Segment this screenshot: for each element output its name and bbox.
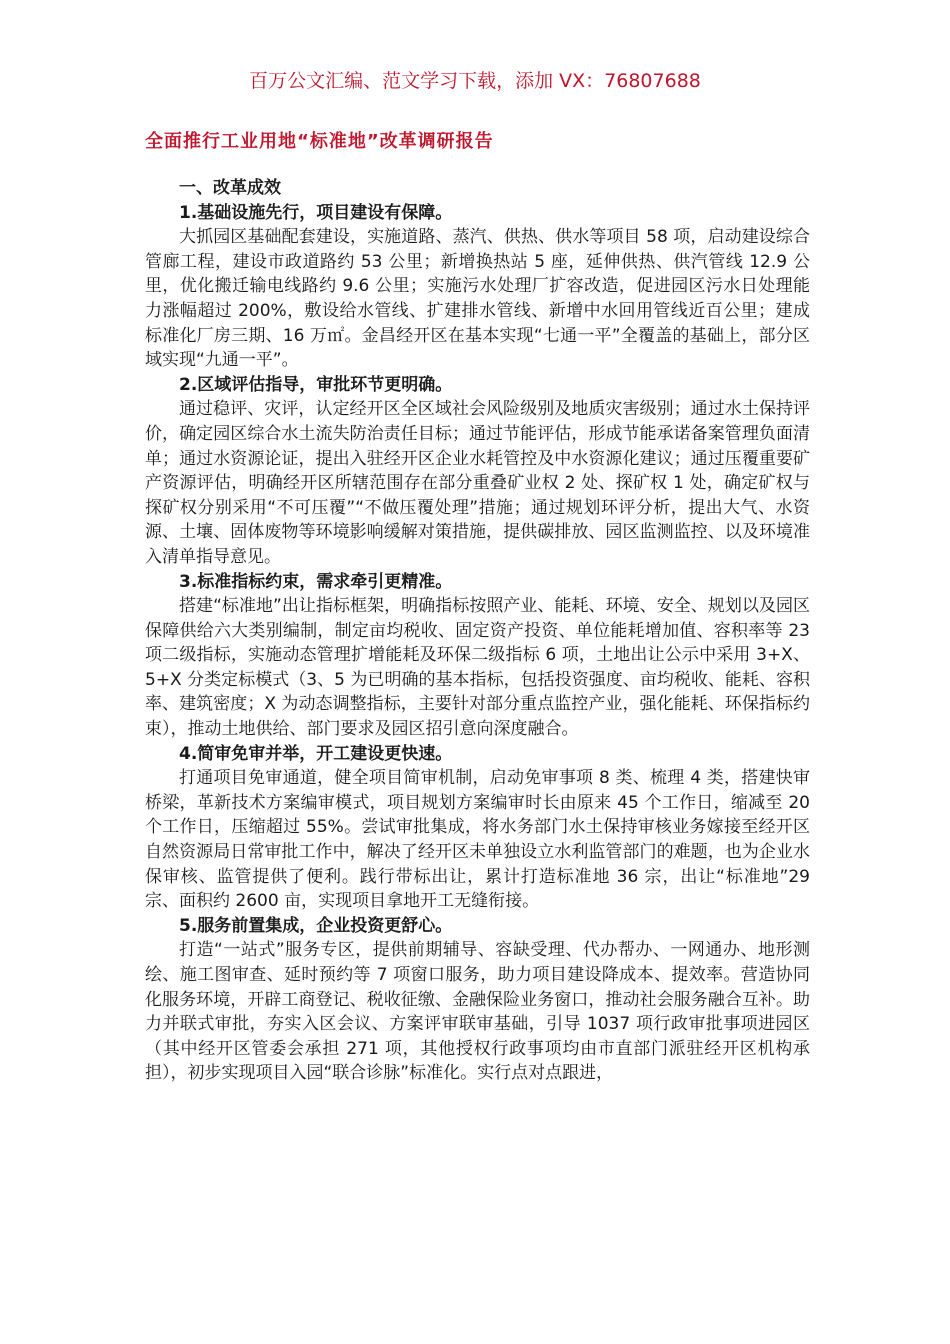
paragraph: 打通项目免审通道，健全项目简审机制，启动免审事项 8 类、梳理 4 类，搭建快审桥梁，革新技术方案编审模式，项目规划方案编审时长由原来 45 个工作日，缩减至 20 个工作日，压缩超过 55%。尝试审批集成，将水务部门水土保持审核业务嫁接至经开区自然资源局日常审批工作中，解决了经开区未单独设立水利监管部门的难题，也为企业水保审核、监管提供了便利。践行带标出让，累计打造标准地 36 宗，出让“标准地”29 宗、面积约 2600 亩，实现项目拿地开工无缝衔接。 (145, 768, 810, 912)
subsection-heading: 1.基础设施先行，项目建设有保障。 (179, 202, 453, 223)
section-heading: 一、改革成效 (179, 178, 281, 198)
promo-header: 百万公文汇编、范文学习下载，添加 VX：76807688 (249, 70, 701, 92)
document-title: 全面推行工业用地“标准地”改革调研报告 (145, 131, 494, 152)
subsection-heading: 5.服务前置集成，企业投资更舒心。 (179, 915, 453, 936)
document-body (145, 176, 810, 1086)
paragraph: 打造“一站式”服务专区，提供前期辅导、容缺受理、代办帮办、一网通办、地形测绘、施工图审查、延时预约等 7 项窗口服务，助力项目建设降成本、提效率。营造协同化服务环境，开辟工商登记、税收征缴、金融保险业务窗口，推动社会服务融合互补。助力并联式审批，夯实入区会议、方案评审联审基础，引导 1037 项行政审批事项进园区（其中经开区管委会承担 271 项，其他授权行政事项均由市直部门派驻经开区机构承担），初步实现项目入园“联合诊脉”标准化。实行点对点跟进， (145, 940, 810, 1084)
paragraph: 搭建“标准地”出让指标框架，明确指标按照产业、能耗、环境、安全、规划以及园区保障供给六大类别编制，制定亩均税收、固定资产投资、单位能耗增加值、容积率等 23 项二级指标，实施动态管理扩增能耗及环保二级指标 6 项，土地出让公示中采用 3+X、5+X 分类定标模式（3、5 为已明确的基本指标，包括投资强度、亩均税收、能耗、容积率、建筑密度；X 为动态调整指标，主要针对部分重点监控产业，强化能耗、环保指标约束），推动土地供给、部门要求及园区招引意向深度融合。 (145, 596, 810, 740)
paragraph: 大抓园区基础配套建设，实施道路、蒸汽、供热、供水等项目 58 项，启动建设综合管廊工程，建设市政道路约 53 公里；新增换热站 5 座，延伸供热、供汽管线 12.9 公里，优化搬迁输电线路约 9.6 公里；实施污水处理厂扩容改造，促进园区污水日处理能力涨幅超过 200%，敷设给水管线、扩建排水管线、新增中水回用管线近百公里；建成标准化厂房三期、16 万㎡。金昌经开区在基本实现“七通一平”全覆盖的基础上，部分区域实现“九通一平”。 (145, 227, 810, 371)
subsection-heading: 4.简审免审并举，开工建设更快速。 (179, 743, 453, 764)
paragraph: 通过稳评、灾评，认定经开区全区域社会风险级别及地质灾害级别；通过水土保持评价，确定园区综合水土流失防治责任目标；通过节能评估，形成节能承诺备案管理负面清单；通过水资源论证，提出入驻经开区企业水耗管控及中水资源化建议；通过压覆重要矿产资源评估，明确经开区所辖范围存在部分重叠矿业权 2 处、探矿权 1 处，确定矿权与探矿权分别采用“不可压覆”“不做压覆处理”措施；通过规划环评分析，提出大气、水资源、土壤、固体废物等环境影响缓解对策措施，提供碳排放、园区监测监控、以及环境准入清单指导意见。 (145, 399, 810, 567)
subsection-heading: 3.标准指标约束，需求牵引更精准。 (179, 571, 453, 592)
subsection-heading: 2.区域评估指导，审批环节更明确。 (179, 374, 453, 395)
